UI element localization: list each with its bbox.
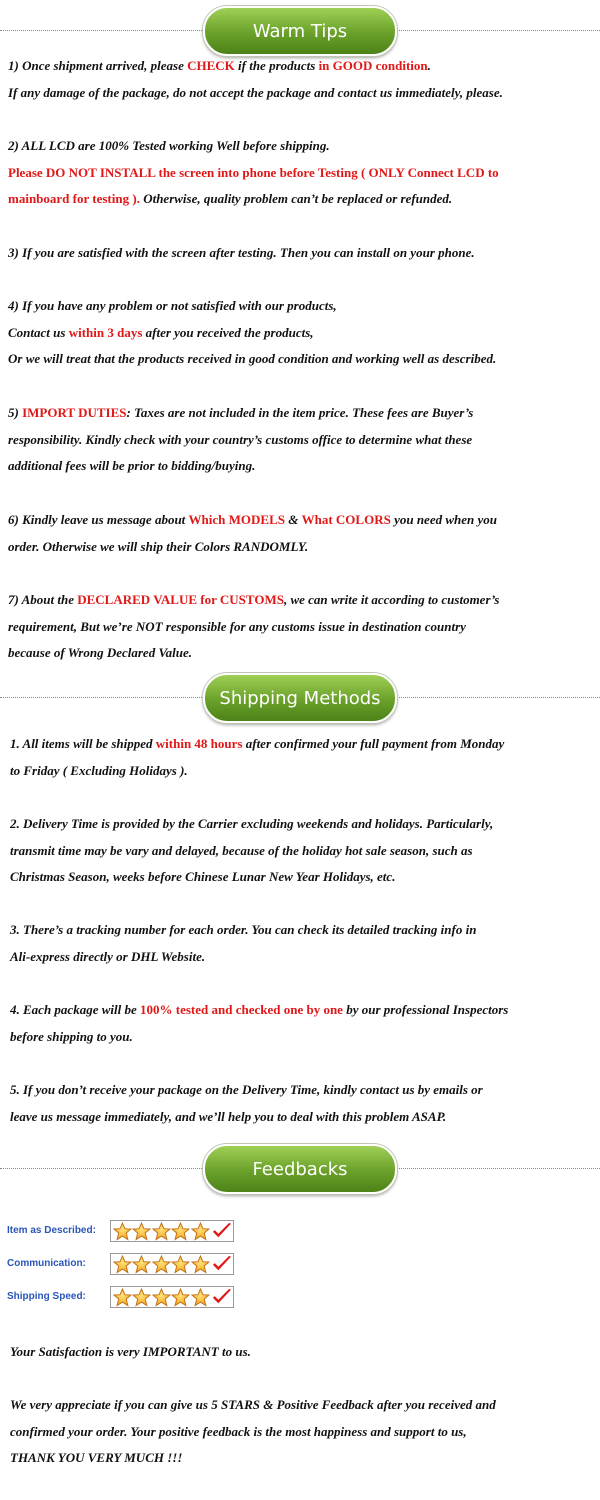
body-text: We very appreciate if you can give us 5 STARS & Positive Feedback after you received and: [10, 1397, 496, 1412]
highlight-text: mainboard for testing ).: [8, 191, 140, 206]
highlight-text: in GOOD condition: [318, 58, 428, 73]
body-text: after you received the products,: [142, 324, 314, 340]
highlight-text: Please DO NOT INSTALL the screen into phone before Testing ( ONLY Connect LCD to: [8, 164, 499, 180]
body-text: Christmas Season, weeks before Chinese Lunar New Year Holidays, etc.: [10, 869, 396, 884]
highlight-text: CHECK: [187, 58, 235, 73]
rating-label: Item as Described:: [7, 1225, 96, 1236]
text-line: [8, 80, 596, 107]
text-line: [10, 758, 598, 785]
shipping-methods-header: [0, 673, 600, 723]
star-icon: [191, 1288, 210, 1307]
shipping-tip-2: [10, 811, 598, 891]
text-line: [8, 400, 596, 427]
body-text: requirement, But we’re NOT responsible for any customs issue in destination country: [8, 618, 466, 634]
body-text: 2) ALL LCD are 100% Tested working Well before shipping.: [8, 138, 330, 153]
shipping-tip-3: [10, 917, 598, 970]
star-icon: [132, 1255, 151, 1274]
text-line: [8, 186, 596, 213]
highlight-text: 100% tested and checked one by one: [140, 1002, 343, 1017]
feedbacks-title: Feedbacks: [203, 1144, 397, 1194]
check-icon: [211, 1222, 233, 1240]
text-line: [10, 944, 598, 971]
shipping-tip-1: [10, 731, 598, 784]
star-icon: [171, 1288, 190, 1307]
star-icon: [113, 1288, 132, 1307]
body-text: because of Wrong Declared Value.: [8, 645, 193, 660]
body-text: after confirmed your full payment from Monday: [242, 736, 505, 751]
star-rating: [110, 1220, 234, 1242]
warm-tips-title: Warm Tips: [203, 6, 397, 56]
body-text: 4) If you have any problem or not satisfied with our products,: [8, 298, 337, 313]
highlight-text: IMPORT DUTIES: [22, 405, 127, 420]
text-line: [10, 811, 598, 838]
warm-tip-5: [8, 400, 596, 480]
star-icon: [113, 1222, 132, 1241]
warm-tip-1: [8, 53, 596, 106]
highlight-text: Which MODELS: [188, 512, 285, 527]
closing-paragraph-1: [10, 1339, 598, 1366]
body-text: : Taxes are not included in the item price. These fees are Buyer’s: [126, 405, 474, 420]
body-text: .: [427, 58, 431, 73]
body-text: 7) About the: [8, 592, 78, 607]
warm-tip-6: [8, 507, 596, 560]
warm-tips-header: [0, 6, 600, 56]
check-icon: [211, 1255, 233, 1273]
highlight-text: What COLORS: [301, 512, 391, 527]
text-line: [10, 1024, 598, 1051]
body-text: order. Otherwise we will ship their Colors RANDOMLY.: [8, 538, 309, 554]
body-text: 1. All items will be shipped: [10, 736, 156, 751]
text-line: [10, 864, 598, 891]
body-text: leave us message immediately, and we’ll help you to deal with this problem ASAP.: [10, 1108, 447, 1124]
star-icon: [152, 1288, 171, 1307]
text-line: [10, 1104, 598, 1131]
body-text: 5): [8, 405, 23, 420]
text-line: [8, 427, 596, 454]
warm-tip-4: [8, 293, 596, 373]
body-text: &: [284, 512, 302, 527]
body-text: 6) Kindly leave us message about: [8, 512, 189, 527]
body-text: to Friday ( Excluding Holidays ).: [10, 762, 188, 778]
body-text: before shipping to you.: [10, 1028, 133, 1044]
star-icon: [152, 1255, 171, 1274]
shipping-tip-5: [10, 1077, 598, 1130]
text-line: [10, 1445, 598, 1472]
feedbacks-header: [0, 1144, 600, 1194]
warm-tip-3: [8, 240, 596, 267]
shipping-methods-title: Shipping Methods: [203, 673, 397, 723]
body-text: additional fees will be prior to bidding/buying.: [8, 458, 256, 473]
text-line: [10, 917, 598, 944]
check-icon: [211, 1288, 233, 1306]
closing-paragraph-2: [10, 1392, 598, 1472]
text-line: [8, 614, 596, 641]
body-text: 2. Delivery Time is provided by the Carrier excluding weekends and holidays. Particularly,: [10, 816, 494, 831]
warm-tip-7: [8, 587, 596, 667]
highlight-text: DECLARED VALUE for CUSTOMS: [77, 592, 284, 607]
body-text: transmit time may be vary and delayed, because of the holiday hot sale season, such as: [10, 842, 473, 858]
star-icon: [171, 1222, 190, 1241]
shipping-tip-4: [10, 997, 598, 1050]
star-rating: [110, 1286, 234, 1308]
body-text: , we can write it according to customer’s: [283, 592, 500, 607]
star-icon: [152, 1222, 171, 1241]
text-line: [8, 453, 596, 480]
body-text: if the products: [234, 58, 319, 73]
text-line: [8, 640, 596, 667]
text-line: [10, 731, 598, 758]
text-line: [8, 320, 596, 347]
text-line: [8, 293, 596, 320]
text-line: [8, 240, 596, 267]
body-text: 4. Each package will be: [10, 1002, 140, 1017]
body-text: you need when you: [390, 512, 497, 527]
body-text: THANK YOU VERY MUCH !!!: [10, 1450, 183, 1465]
highlight-text: within 48 hours: [155, 736, 243, 751]
text-line: [8, 160, 596, 187]
star-icon: [171, 1255, 190, 1274]
text-line: [8, 53, 596, 80]
body-text: Or we will treat that the products received in good condition and working well as described.: [8, 351, 497, 366]
body-text: by our professional Inspectors: [342, 1002, 509, 1017]
body-text: 1) Once shipment arrived, please: [8, 58, 188, 73]
body-text: 3) If you are satisfied with the screen after testing. Then you can install on your phone.: [8, 245, 475, 260]
highlight-text: within 3 days: [68, 324, 143, 340]
body-text: 5. If you don’t receive your package on the Delivery Time, kindly contact us by emails or: [10, 1082, 483, 1097]
star-icon: [132, 1288, 151, 1307]
text-line: [10, 1339, 598, 1366]
star-rating: [110, 1253, 234, 1275]
body-text: confirmed your order. Your positive feedback is the most happiness and support to us,: [10, 1423, 467, 1439]
text-line: [10, 838, 598, 865]
text-line: [10, 1392, 598, 1419]
body-text: 3. There’s a tracking number for each order. You can check its detailed tracking info in: [10, 922, 477, 937]
text-line: [8, 534, 596, 561]
body-text: responsibility. Kindly check with your country’s customs office to determine what these: [8, 431, 473, 447]
body-text: Ali-express directly or DHL Website.: [10, 948, 206, 964]
text-line: [8, 133, 596, 160]
rating-label: Communication:: [7, 1258, 86, 1269]
text-line: [8, 346, 596, 373]
warm-tip-2: [8, 133, 596, 213]
text-line: [10, 997, 598, 1024]
star-icon: [113, 1255, 132, 1274]
body-text: Otherwise, quality problem can’t be replaced or refunded.: [139, 191, 453, 206]
body-text: Contact us: [8, 324, 69, 340]
body-text: If any damage of the package, do not accept the package and contact us immediately, please.: [8, 84, 503, 100]
star-icon: [191, 1222, 210, 1241]
text-line: [8, 587, 596, 614]
star-icon: [191, 1255, 210, 1274]
text-line: [10, 1419, 598, 1446]
star-icon: [132, 1222, 151, 1241]
rating-label: Shipping Speed:: [7, 1291, 86, 1302]
text-line: [10, 1077, 598, 1104]
body-text: Your Satisfaction is very IMPORTANT to us.: [10, 1344, 251, 1359]
text-line: [8, 507, 596, 534]
